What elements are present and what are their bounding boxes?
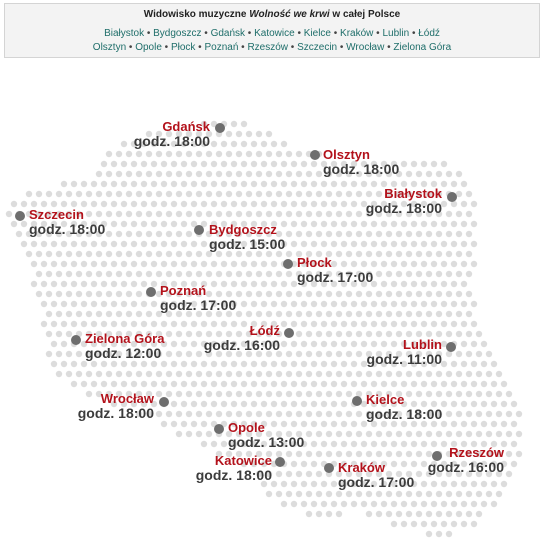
city-links-row-2	[5, 42, 539, 54]
page-title	[5, 9, 539, 20]
city-marker-bialystok[interactable]	[447, 192, 457, 202]
event-time: godz. 18:00	[133, 133, 210, 149]
city-label-rzeszow	[412, 446, 504, 475]
city-links-row-1	[5, 28, 539, 40]
event-time: godz. 18:00	[365, 200, 442, 216]
city-link[interactable]: Rzeszów	[247, 42, 289, 53]
city-marker-katowice[interactable]	[275, 457, 285, 467]
city-label-poznan	[160, 284, 236, 313]
city-name: Rzeszów	[449, 445, 504, 460]
city-label-lodz	[190, 324, 280, 353]
city-link[interactable]: Szczecin	[297, 42, 338, 53]
event-time: godz. 18:00	[195, 467, 272, 483]
link-separator: •	[144, 28, 154, 39]
link-separator: •	[195, 42, 205, 53]
city-name: Olsztyn	[323, 147, 370, 162]
link-separator: •	[373, 28, 383, 39]
link-separator: •	[201, 28, 211, 39]
city-label-olsztyn	[323, 148, 399, 177]
event-time: godz. 16:00	[427, 459, 504, 475]
link-separator: •	[330, 28, 341, 39]
city-link[interactable]: Białystok	[104, 28, 145, 39]
city-marker-gdansk[interactable]	[215, 123, 225, 133]
link-separator: •	[161, 42, 171, 53]
city-link[interactable]: Kraków	[340, 28, 374, 39]
city-marker-poznan[interactable]	[146, 287, 156, 297]
city-link[interactable]: Gdańsk	[210, 28, 246, 39]
city-link[interactable]: Bydgoszcz	[153, 28, 202, 39]
event-time: godz. 17:00	[297, 269, 374, 285]
link-separator: •	[294, 28, 304, 39]
city-name: Katowice	[214, 453, 272, 468]
city-label-wroclaw	[64, 392, 154, 421]
link-separator: •	[238, 42, 248, 53]
link-separator: •	[337, 42, 347, 53]
event-time: godz. 11:00	[366, 351, 442, 367]
city-label-opole	[228, 421, 304, 450]
city-link[interactable]: Wrocław	[346, 42, 385, 53]
city-link[interactable]: Płock	[170, 42, 196, 53]
link-separator: •	[245, 28, 255, 39]
city-label-bialystok	[352, 187, 442, 216]
title-prefix: Widowisko muzyczne	[143, 9, 250, 20]
city-link[interactable]: Olsztyn	[92, 42, 127, 53]
city-label-bydgoszcz	[209, 223, 285, 252]
city-label-katowice	[180, 454, 272, 483]
event-time: godz. 17:00	[160, 297, 237, 313]
link-separator: •	[384, 42, 394, 53]
city-label-szczecin	[29, 208, 105, 237]
city-label-kielce	[366, 393, 442, 422]
city-link[interactable]: Katowice	[254, 28, 295, 39]
city-marker-szczecin[interactable]	[15, 211, 25, 221]
city-marker-zielona-gora[interactable]	[71, 335, 81, 345]
city-name: Lublin	[403, 337, 442, 352]
title-emphasis: Wolność we krwi	[249, 9, 330, 20]
city-label-lublin	[352, 338, 442, 367]
city-name: Bydgoszcz	[209, 222, 277, 237]
city-link[interactable]: Kielce	[303, 28, 331, 39]
city-name: Kraków	[338, 460, 385, 475]
city-name: Gdańsk	[162, 119, 210, 134]
city-link[interactable]: Opole	[135, 42, 162, 53]
city-name: Łódź	[249, 323, 280, 338]
city-name: Szczecin	[29, 207, 84, 222]
header-panel	[4, 3, 540, 58]
link-separator: •	[288, 42, 298, 53]
city-label-gdansk	[120, 120, 210, 149]
city-marker-lodz[interactable]	[284, 328, 294, 338]
city-label-plock	[297, 256, 373, 285]
city-name: Białystok	[384, 186, 442, 201]
city-name: Poznań	[160, 283, 207, 298]
city-marker-lublin[interactable]	[446, 342, 456, 352]
event-time: godz. 18:00	[366, 406, 443, 422]
city-name: Płock	[297, 255, 332, 270]
link-separator: •	[409, 28, 419, 39]
city-link[interactable]: Lublin	[382, 28, 410, 39]
city-label-krakow	[338, 461, 414, 490]
event-time: godz. 13:00	[228, 434, 305, 450]
event-time: godz. 17:00	[338, 474, 415, 490]
event-time: godz. 18:00	[29, 221, 106, 237]
title-suffix: w całej Polsce	[329, 9, 401, 20]
city-name: Wrocław	[100, 391, 154, 406]
city-marker-olsztyn[interactable]	[310, 150, 320, 160]
event-time: godz. 18:00	[77, 405, 154, 421]
link-separator: •	[126, 42, 136, 53]
event-time: godz. 12:00	[85, 345, 162, 361]
city-marker-opole[interactable]	[214, 424, 224, 434]
city-link[interactable]: Poznań	[204, 42, 239, 53]
city-marker-krakow[interactable]	[324, 463, 334, 473]
city-marker-wroclaw[interactable]	[159, 397, 169, 407]
event-time: godz. 18:00	[323, 161, 400, 177]
city-name: Opole	[228, 420, 265, 435]
event-time: godz. 16:00	[203, 337, 280, 353]
city-link[interactable]: Zielona Góra	[393, 42, 452, 53]
city-link[interactable]: Łódź	[418, 28, 440, 39]
city-marker-plock[interactable]	[283, 259, 293, 269]
city-label-zielona-gora	[85, 332, 164, 361]
city-marker-kielce[interactable]	[352, 396, 362, 406]
city-name: Zielona Góra	[85, 331, 165, 346]
city-name: Kielce	[366, 392, 405, 407]
event-time: godz. 15:00	[209, 236, 286, 252]
city-marker-bydgoszcz[interactable]	[194, 225, 204, 235]
